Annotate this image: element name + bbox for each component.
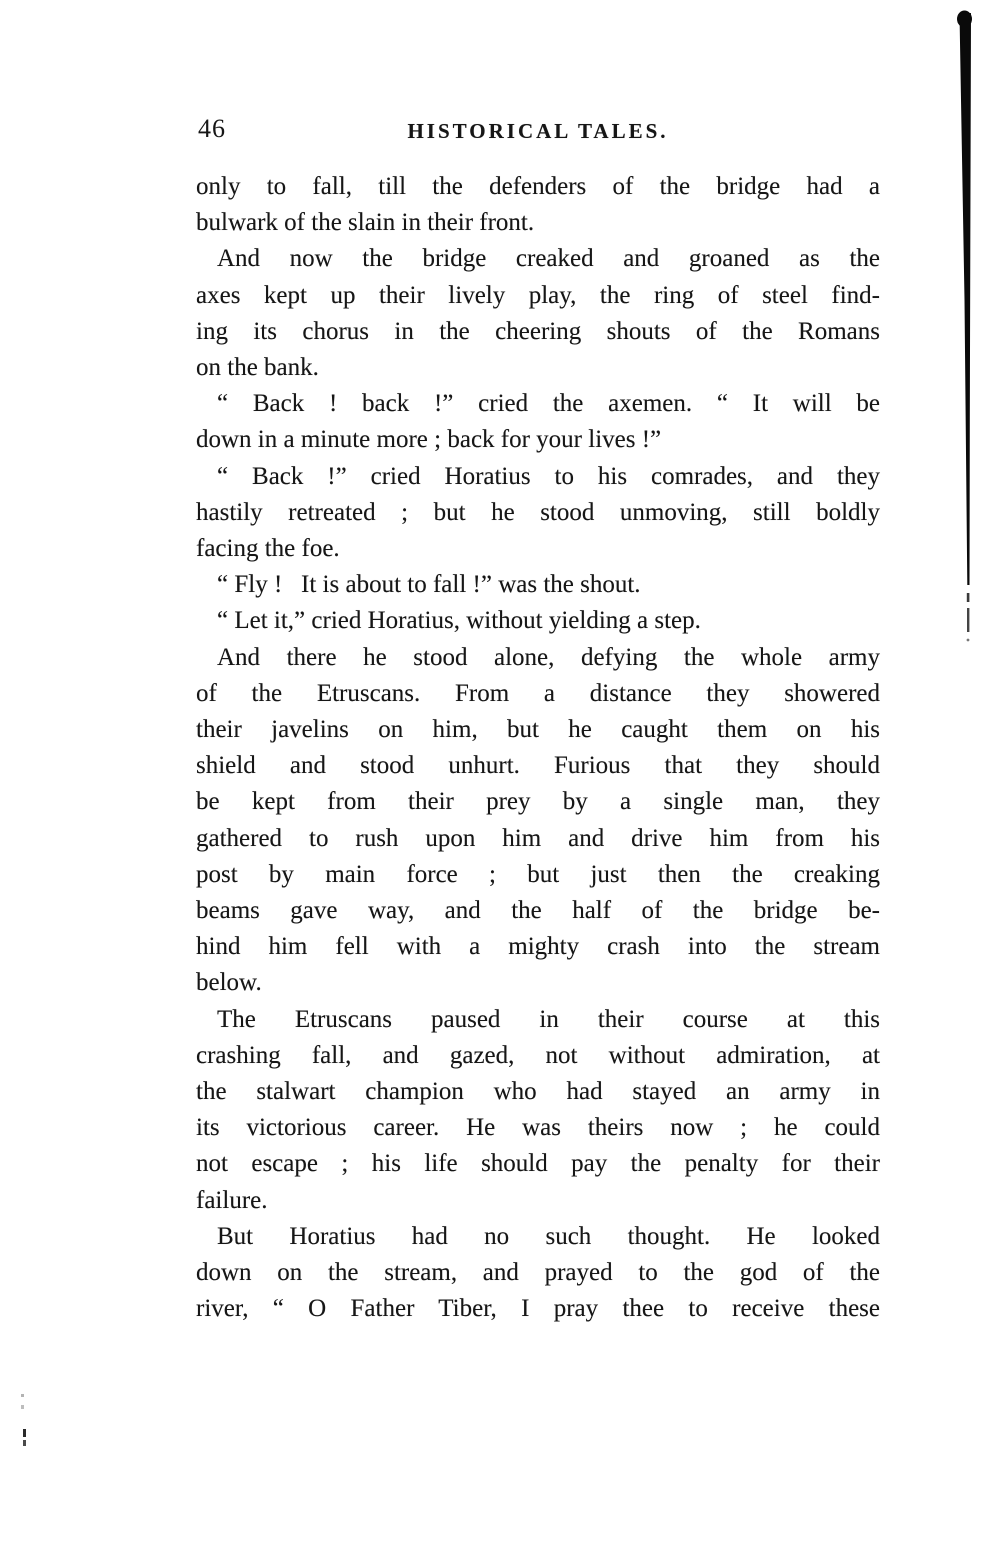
text-line: not escape ; his life should pay the penalty for their bbox=[196, 1150, 880, 1178]
text-line: “ Back ! back !” cried the axemen. “ It will be bbox=[217, 390, 880, 418]
text-line: axes kept up their lively play, the ring of steel find- bbox=[196, 281, 880, 309]
running-header-title: HISTORICAL TALES. bbox=[407, 119, 669, 143]
text-line: be kept from their prey by a single man, they bbox=[196, 788, 880, 816]
text-line: only to fall, till the defenders of the bridge had a bbox=[196, 173, 880, 200]
text-line: hastily retreated ; but he stood unmoving, still boldly bbox=[196, 498, 880, 526]
text-line: their javelins on him, but he caught them on his bbox=[196, 716, 880, 744]
text-line: But Horatius had no such thought. He looked bbox=[217, 1222, 880, 1250]
text-line: The Etruscans paused in their course at this bbox=[217, 1005, 880, 1033]
text-line: “ Back !” cried Horatius to his comrades, and they bbox=[217, 462, 880, 490]
text-line: its victorious career. He was theirs now ; he could bbox=[196, 1114, 880, 1142]
text-line: hind him fell with a mighty crash into the stream bbox=[196, 933, 880, 961]
text-line: gathered to rush upon him and drive him from his bbox=[196, 824, 880, 852]
page-header bbox=[196, 114, 880, 146]
scan-streak-artifact bbox=[945, 0, 985, 660]
text-line: And there he stood alone, defying the whole army bbox=[217, 643, 880, 671]
text-block bbox=[196, 169, 880, 1328]
text-line: down on the stream, and prayed to the god of the bbox=[196, 1259, 880, 1287]
text-line: the stalwart champion who had stayed an army in bbox=[196, 1078, 880, 1106]
text-line: crashing fall, and gazed, not without admiration, at bbox=[196, 1041, 880, 1069]
scan-speck bbox=[23, 1440, 26, 1446]
scan-speck bbox=[23, 1429, 26, 1437]
text-line: failure. bbox=[196, 1186, 268, 1214]
text-line: down in a minute more ; back for your lives !” bbox=[196, 426, 662, 454]
text-line: ing its chorus in the cheering shouts of the Romans bbox=[196, 317, 880, 345]
text-line: “ Let it,” cried Horatius, without yielding a step. bbox=[217, 607, 701, 635]
text-line: on the bank. bbox=[196, 354, 319, 382]
text-line: post by main force ; but just then the creaking bbox=[196, 860, 880, 888]
page-number: 46 bbox=[198, 114, 226, 143]
text-line: bulwark of the slain in their front. bbox=[196, 209, 535, 237]
text-line: “ Fly ! It is about to fall !” was the shout. bbox=[217, 571, 641, 599]
text-line: of the Etruscans. From a distance they showered bbox=[196, 679, 880, 707]
scan-speck bbox=[21, 1394, 24, 1397]
text-line: below. bbox=[196, 969, 262, 997]
text-line: river, “ O Father Tiber, I pray thee to receive these bbox=[196, 1295, 880, 1323]
scan-speck bbox=[21, 1405, 24, 1409]
text-line: beams gave way, and the half of the bridge be- bbox=[196, 897, 880, 925]
text-line: And now the bridge creaked and groaned as the bbox=[217, 245, 880, 273]
text-line: facing the foe. bbox=[196, 535, 340, 563]
text-line: shield and stood unhurt. Furious that they should bbox=[196, 752, 880, 780]
